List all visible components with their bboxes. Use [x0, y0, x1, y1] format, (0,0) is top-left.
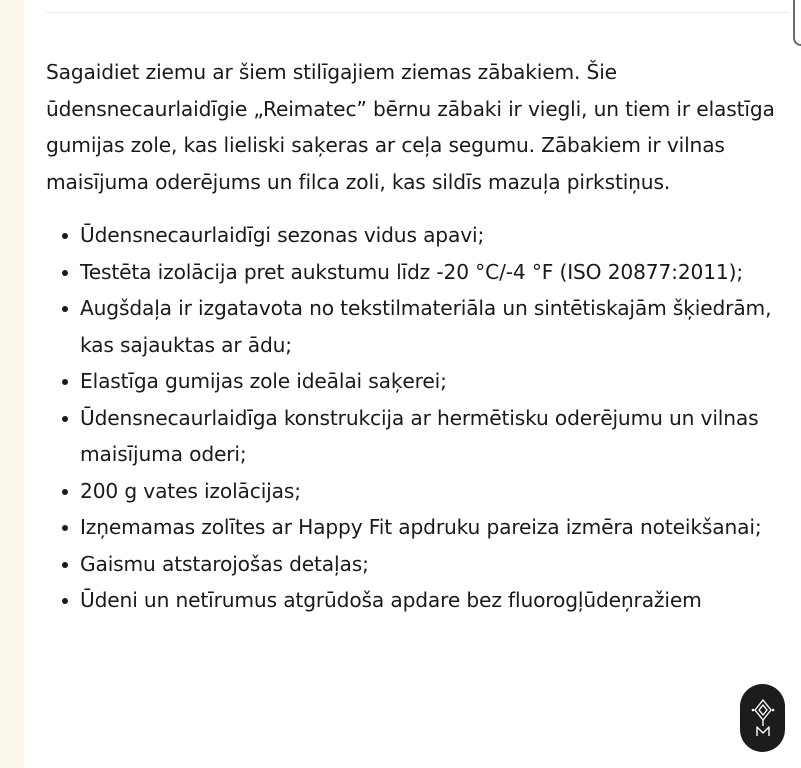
section-divider — [46, 12, 789, 13]
product-description — [46, 54, 791, 619]
description-paragraph: Sagaidiet ziemu ar šiem stilīgajiem ziemas zābakiem. Šie ūdensnecaurlaidīgie „Reimatec” bērnu zābaki ir viegli, un tiem ir elastīga gumijas zole, kas lieliski saķeras ar ceļa segumu. Zābakiem ir vilnas maisījuma oderējums un filca zoli, kas sildīs mazuļa pirkstiņus. — [46, 60, 775, 194]
feature-item: Testēta izolācija pret aukstumu līdz -20 °C/-4 °F (ISO 20877:2011); — [46, 254, 791, 291]
chat-logo-icon — [751, 696, 775, 740]
feature-item: Augšdaļa ir izgatavota no tekstilmateriāla un sintētiskajām šķiedrām, kas sajauktas ar ādu; — [46, 290, 791, 363]
feature-item: Izņemamas zolītes ar Happy Fit apdruku pareiza izmēra noteikšanai; — [46, 509, 791, 546]
feature-item: 200 g vates izolācijas; — [46, 473, 791, 510]
scrollbar-edge[interactable] — [793, 0, 801, 46]
feature-item: Ūdeni un netīrumus atgrūdoša apdare bez fluorogļūdeņražiem — [46, 582, 791, 619]
feature-item: Ūdensnecaurlaidīgi sezonas vidus apavi; — [46, 217, 791, 254]
feature-list — [46, 217, 791, 619]
feature-item: Elastīga gumijas zole ideālai saķerei; — [46, 363, 791, 400]
feature-item: Ūdensnecaurlaidīga konstrukcija ar hermētisku oderējumu un vilnas maisījuma oderi; — [46, 400, 791, 473]
left-margin-strip — [0, 0, 24, 768]
feature-item: Gaismu atstarojošas detaļas; — [46, 546, 791, 583]
chat-widget-button[interactable] — [740, 684, 785, 752]
